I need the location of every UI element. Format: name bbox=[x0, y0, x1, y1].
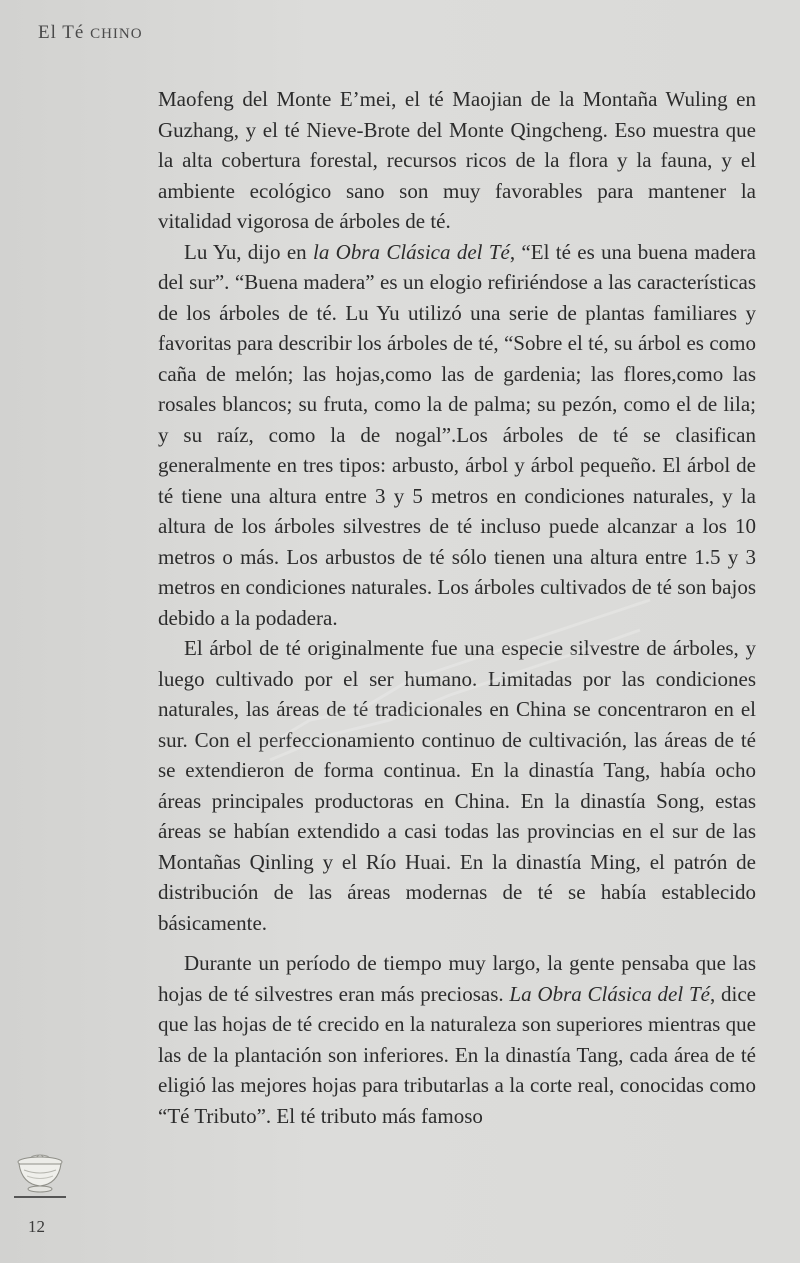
paragraph-4-text-a: Durante un período de tiempo muy largo, la gente pensaba que las hojas de té silvestres eran más preciosas. bbox=[158, 951, 756, 1006]
book-title-italic: la Obra Clásica del Té bbox=[312, 239, 510, 264]
paragraph-2 bbox=[158, 237, 756, 634]
paragraph-1 bbox=[158, 84, 756, 237]
tea-cup-icon bbox=[12, 1150, 68, 1194]
body-text bbox=[158, 84, 756, 1131]
paragraph-2-text-a: Lu Yu, dijo en bbox=[184, 239, 313, 264]
paragraph-2-text-b: , “El té es una buena madera del sur”. “Buena madera” es un elogio refiriéndose a las características de los árboles de té. Lu Yu utilizó una serie de plantas familiares y favoritas para describir los árboles de té, “Sobre el té, su árbol es como caña de melón; las hojas,como las de gardenia; las flores,como las rosales blancos; su fruta, como la de palma; su pezón, como el de lila; y su raíz, como la de nogal”.Los árboles de té se clasifican generalmente en tres tipos: arbusto, árbol y árbol pequeño. El árbol de té tiene una altura entre 3 y 5 metros en condiciones naturales, y la altura de los árboles silvestres de té incluso puede alcanzar a los 10 metros o más. Los arbustos de té sólo tienen una altura entre 1.5 y 3 metros en condiciones naturales. Los árboles cultivados de té son bajos debido a la podadera. bbox=[158, 239, 756, 630]
paragraph-3 bbox=[158, 633, 756, 938]
paragraph-4-text-b: , dice que las hojas de té crecido en la naturaleza son superiores mientras que las de la plantación son inferiores. En la dinastía Tang, cada área de té eligió las mejores hojas para tributarlas a la corte real, conocidas como “Té Tributo”. El té tributo más famoso bbox=[158, 981, 756, 1128]
page-number: 12 bbox=[28, 1217, 45, 1236]
book-title-italic: La Obra Clásica del Té bbox=[509, 981, 710, 1006]
paragraph-4 bbox=[158, 948, 756, 1131]
footer-rule bbox=[14, 1196, 66, 1198]
running-head-part-1: El Té bbox=[38, 22, 91, 43]
running-head bbox=[38, 22, 143, 44]
paragraph-1-text: Maofeng del Monte E’mei, el té Maojian de la Montaña Wuling en Guzhang, y el té Nieve-Brote del Monte Qingcheng. Eso muestra que la alta cobertura forestal, recursos ricos de la flora y la fauna, y el ambiente ecológico sano son muy favorables para mantener la vitalidad vigorosa de árboles de té. bbox=[158, 87, 756, 233]
paragraph-3-text: El árbol de té originalmente fue una especie silvestre de árboles, y luego cultivado por el ser humano. Limitadas por las condiciones naturales, las áreas de té tradicionales en China se concentraron en el sur. Con el perfeccionamiento continuo de cultivación, las áreas de té se extendieron de forma continua. En la dinastía Tang, había ocho áreas principales productoras en China. En la dinastía Song, estas áreas se habían extendido a casi todas las provincias en el sur de las Montañas Qinling y el Río Huai. En la dinastía Ming, el patrón de distribución de las áreas modernas de té se había establecido básicamente. bbox=[158, 636, 756, 935]
running-head-part-2: CHINO bbox=[90, 26, 143, 42]
